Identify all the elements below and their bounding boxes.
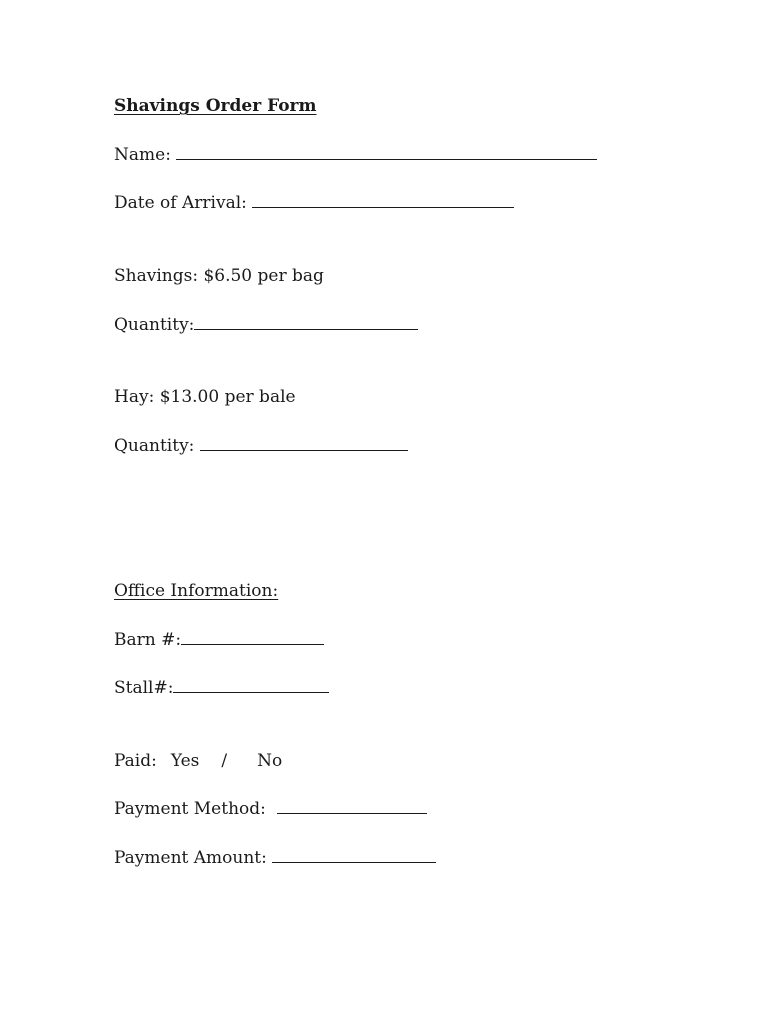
paid-slash: / [221,751,228,771]
paid-no-option[interactable]: No [257,751,283,771]
paid-label: Paid: [114,751,157,771]
payment-amount-label: Payment Amount: [114,848,273,868]
hay-quantity-field[interactable] [200,436,408,451]
barn-row [114,629,324,651]
barn-number-field[interactable] [181,630,324,645]
payment-method-label: Payment Method: [114,799,272,819]
arrival-label: Date of Arrival: [114,193,253,213]
barn-label: Barn #: [114,630,182,650]
stall-label: Stall#: [114,678,174,698]
shavings-quantity-field[interactable] [194,315,418,330]
stall-row [114,677,329,699]
name-row [114,144,597,166]
stall-number-field[interactable] [173,678,329,693]
paid-row [114,750,282,772]
payment-method-field[interactable] [277,799,427,814]
shavings-quantity-label: Quantity: [114,315,195,335]
arrival-row [114,192,514,214]
paid-yes-option[interactable]: Yes [170,751,200,771]
hay-quantity-label: Quantity: [114,436,200,456]
payment-amount-row [114,847,436,869]
hay-quantity-row [114,435,408,457]
shavings-quantity-row [114,314,418,336]
name-label: Name: [114,145,177,165]
form-title: Shavings Order Form [114,96,317,116]
payment-method-row [114,798,427,820]
payment-amount-field[interactable] [272,848,436,863]
shavings-price: Shavings: $6.50 per bag [114,266,324,286]
arrival-date-field[interactable] [252,193,514,208]
hay-price: Hay: $13.00 per bale [114,387,296,407]
office-info-heading: Office Information: [114,581,279,601]
name-field[interactable] [176,145,597,160]
